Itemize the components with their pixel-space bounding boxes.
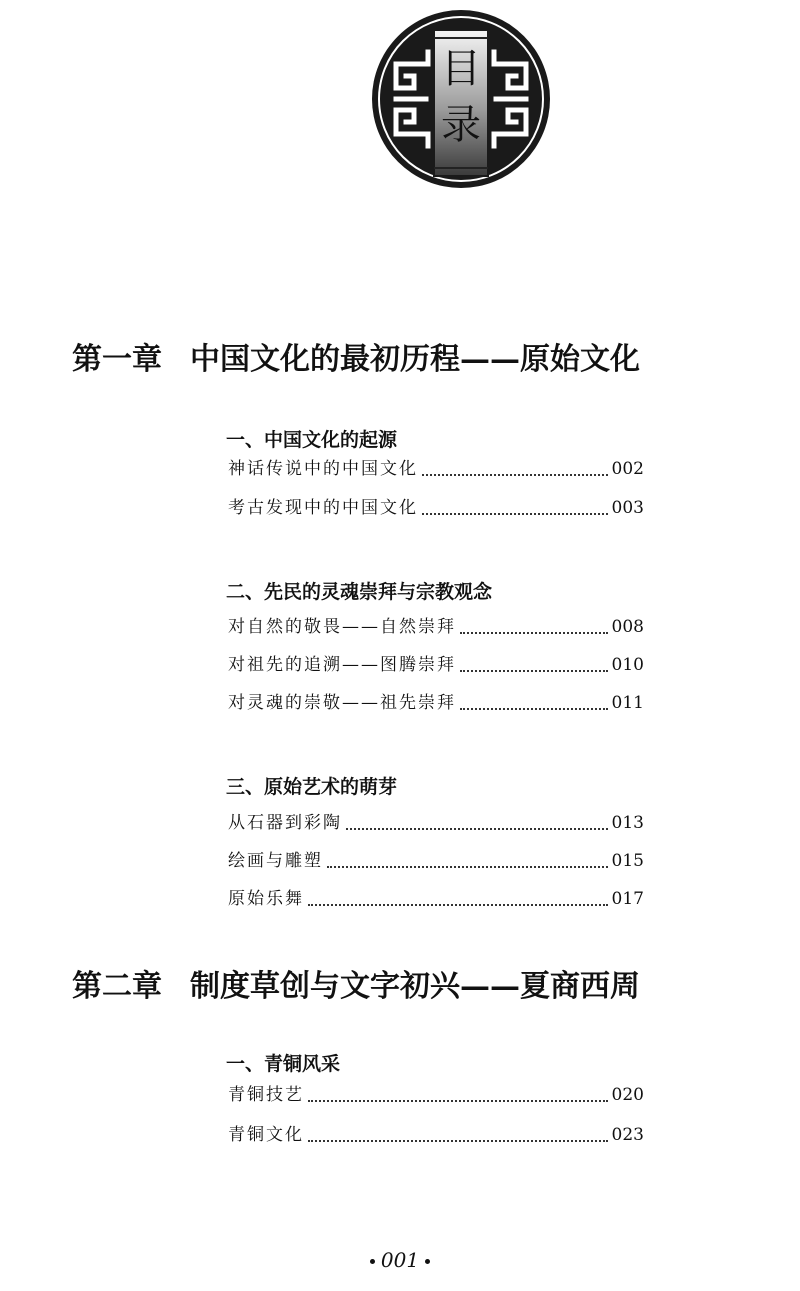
emblem-char-bottom: 录 bbox=[441, 102, 481, 148]
entry-page: 013 bbox=[611, 813, 644, 833]
entry-title: 青铜技艺 bbox=[228, 1085, 304, 1105]
bullet-dot-icon bbox=[370, 1259, 375, 1264]
dot-leader bbox=[346, 828, 608, 830]
chapter-number: 第二章 bbox=[72, 969, 162, 1004]
toc-emblem bbox=[370, 8, 552, 190]
chapter-number: 第一章 bbox=[72, 342, 162, 377]
entry-title: 原始乐舞 bbox=[228, 889, 304, 909]
entry-title: 绘画与雕塑 bbox=[228, 851, 323, 871]
toc-entry[interactable] bbox=[228, 848, 644, 874]
toc-entry[interactable] bbox=[228, 690, 644, 716]
chapter-heading[interactable] bbox=[72, 966, 722, 1008]
dot-leader bbox=[460, 632, 608, 634]
entry-page: 017 bbox=[611, 889, 644, 909]
entry-page: 002 bbox=[611, 459, 644, 479]
toc-entry[interactable] bbox=[228, 886, 644, 912]
emblem-char-top: 目 bbox=[441, 46, 481, 92]
entry-title: 对自然的敬畏——自然崇拜 bbox=[228, 617, 456, 637]
entry-page: 020 bbox=[611, 1085, 644, 1105]
section-heading[interactable]: 一、中国文化的起源 bbox=[226, 429, 398, 451]
dot-leader bbox=[460, 670, 608, 672]
page-number bbox=[345, 1246, 455, 1274]
entry-title: 从石器到彩陶 bbox=[228, 813, 342, 833]
section-heading[interactable]: 二、先民的灵魂崇拜与宗教观念 bbox=[226, 581, 493, 603]
bullet-dot-icon bbox=[425, 1259, 430, 1264]
page-number-text: 001 bbox=[380, 1248, 420, 1272]
chapter-title: 中国文化的最初历程——原始文化 bbox=[190, 342, 640, 377]
emblem-frame-icon bbox=[370, 8, 552, 190]
entry-page: 023 bbox=[611, 1125, 644, 1145]
toc-entry[interactable] bbox=[228, 495, 644, 521]
toc-entry[interactable] bbox=[228, 652, 644, 678]
entry-title: 青铜文化 bbox=[228, 1125, 304, 1145]
entry-title: 对祖先的追溯——图腾崇拜 bbox=[228, 655, 456, 675]
toc-entry[interactable] bbox=[228, 456, 644, 482]
dot-leader bbox=[422, 474, 608, 476]
toc-entry[interactable] bbox=[228, 1122, 644, 1148]
toc-entry[interactable] bbox=[228, 614, 644, 640]
dot-leader bbox=[308, 904, 608, 906]
section-heading[interactable]: 一、青铜风采 bbox=[226, 1053, 341, 1075]
section-heading[interactable]: 三、原始艺术的萌芽 bbox=[226, 776, 398, 798]
entry-page: 008 bbox=[611, 617, 644, 637]
dot-leader bbox=[422, 513, 608, 515]
dot-leader bbox=[327, 866, 608, 868]
toc-entry[interactable] bbox=[228, 810, 644, 836]
entry-page: 003 bbox=[611, 498, 644, 518]
dot-leader bbox=[308, 1140, 608, 1142]
chapter-title: 制度草创与文字初兴——夏商西周 bbox=[190, 969, 640, 1004]
entry-title: 对灵魂的崇敬——祖先崇拜 bbox=[228, 693, 456, 713]
entry-page: 011 bbox=[611, 693, 644, 713]
chapter-heading[interactable] bbox=[72, 339, 722, 381]
entry-page: 015 bbox=[611, 851, 644, 871]
dot-leader bbox=[460, 708, 608, 710]
toc-entry[interactable] bbox=[228, 1082, 644, 1108]
dot-leader bbox=[308, 1100, 608, 1102]
entry-title: 考古发现中的中国文化 bbox=[228, 498, 418, 518]
entry-title: 神话传说中的中国文化 bbox=[228, 459, 418, 479]
entry-page: 010 bbox=[611, 655, 644, 675]
